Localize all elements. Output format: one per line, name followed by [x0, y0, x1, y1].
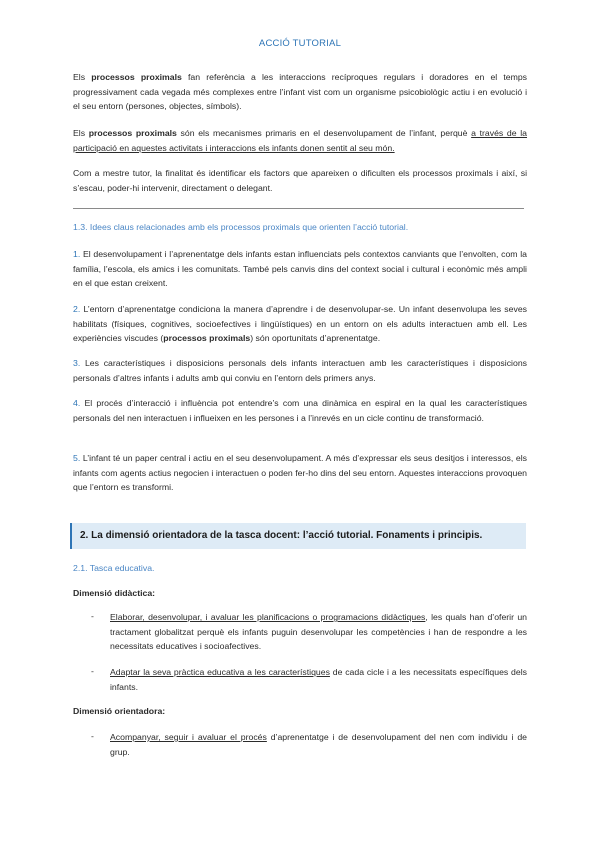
item-number: 4.: [73, 398, 81, 408]
list-item-3: [73, 356, 527, 385]
item-text: , les quals han d’oferir un tractament globalitzat perquè els infants puguin desenvolupar les competències i han de respondre a les necessitats educatives i socioafectives.: [110, 612, 527, 652]
bullet-item-3: [110, 730, 527, 759]
item-text: Les característiques i disposicions personals dels infants interactuen amb les característiques i disposicions personals d’altres infants i adults amb qui conviu en l’entorn dels primers anys.: [73, 358, 527, 383]
divider: [73, 208, 524, 209]
bold-term: processos proximals: [91, 72, 182, 82]
page-title: ACCIÓ TUTORIAL: [258, 38, 342, 49]
section-heading-2: 2. La dimensió orientadora de la tasca docent: l’acció tutorial. Fonaments i principis.: [70, 523, 526, 549]
heading-dimensio-orientadora: Dimensió orientadora:: [73, 706, 166, 716]
bullet-item-2: [110, 665, 527, 694]
list-item-1: [73, 247, 527, 291]
item-text: L’infant té un paper central i actiu en el seu desenvolupament. A més d’expressar els seus desitjos i interessos, els infants com agents actius negocien i interactuen o poden fer-ho dins del seu entorn. Aquestes interaccions provoquen que l’entorn es transformi.: [73, 453, 527, 493]
underlined-text: a través de la participació en aquestes activitats i interaccions els infants donen sentit al seu món.: [73, 128, 528, 153]
subheading-1-3: 1.3. Idees claus relacionades amb els processos proximals que orienten l’acció tutorial.: [73, 222, 409, 232]
underlined-text: Acompanyar, seguir i avaluar el procés: [110, 732, 267, 742]
text: fan referència a les interaccions recíproques regulars i doradores en el temps progressivament cada vegada més complexes entre l’infant vist com un organisme psicobiològic actiu i en evolució i el seu entorn (persones, objectes, símbols).: [73, 72, 528, 112]
item-text: L’entorn d’aprenentatge condiciona la manera d’aprendre i de desenvolupar-se. Un infant desenvolupa les seves habilitats (físiques, cognitives, socioefectives i lingüístiques) en un entorn on els adults interactuen amb ell. Les experiències viscudes (: [73, 304, 527, 344]
list-item-4: [73, 396, 527, 425]
item-text: El procés d’interacció i influència pot entendre’s com una dinàmica en espiral en la qual les característiques personals del nen interactuen i influeixen en les persones i a l’inrevés en un cicle continu de transformació.: [73, 398, 527, 423]
text: Els: [73, 128, 89, 138]
text: són els mecanismes primaris en el desenvolupament de l’infant, perquè: [176, 128, 472, 138]
paragraph-definition: [73, 70, 527, 114]
item-text: El desenvolupament i l’aprenentatge dels infants estan influenciats pels contextos canviants que l’envolten, com la família, l’escola, els amics i les comunitats. També pels canvis dins del context social i cultural i econòmic més ampli en el que estan creixent.: [73, 249, 527, 289]
paragraph-mechanisms: [73, 126, 527, 155]
item-text: ) són oportunitats d’aprenentatge.: [250, 333, 381, 344]
underlined-text: Adaptar la seva pràctica educativa a les característiques: [110, 667, 330, 677]
item-number: 1.: [73, 249, 81, 259]
item-text: de cada cicle i a les necessitats específiques dels infants.: [110, 667, 527, 692]
bold-term: processos proximals: [163, 333, 251, 344]
item-number: 5.: [73, 453, 81, 463]
bullet-dash: -: [91, 731, 94, 741]
bullet-dash: -: [91, 611, 94, 621]
underlined-text: Elaborar, desenvolupar, i avaluar les planificacions o programacions didàctiques: [110, 612, 426, 622]
bold-term: processos proximals: [88, 128, 177, 138]
list-item-2: [73, 302, 527, 346]
bullet-item-1: [110, 610, 527, 654]
paragraph-tutor-goal: Com a mestre tutor, la finalitat és identificar els factors que apareixen o dificulten els processos proximals i així, si s’escau, poder-hi intervenir, directament o delegant.: [73, 168, 527, 193]
item-number: 2.: [73, 304, 81, 314]
bullet-dash: -: [91, 666, 94, 676]
heading-dimensio-didactica: Dimensió didàctica:: [73, 588, 156, 598]
text: Els: [73, 72, 92, 82]
subheading-2-1: 2.1. Tasca educativa.: [73, 563, 155, 573]
item-text: d’aprenentatge i de desenvolupament del nen com individu i de grup.: [110, 732, 527, 757]
item-number: 3.: [73, 358, 81, 368]
list-item-5: [73, 451, 527, 495]
